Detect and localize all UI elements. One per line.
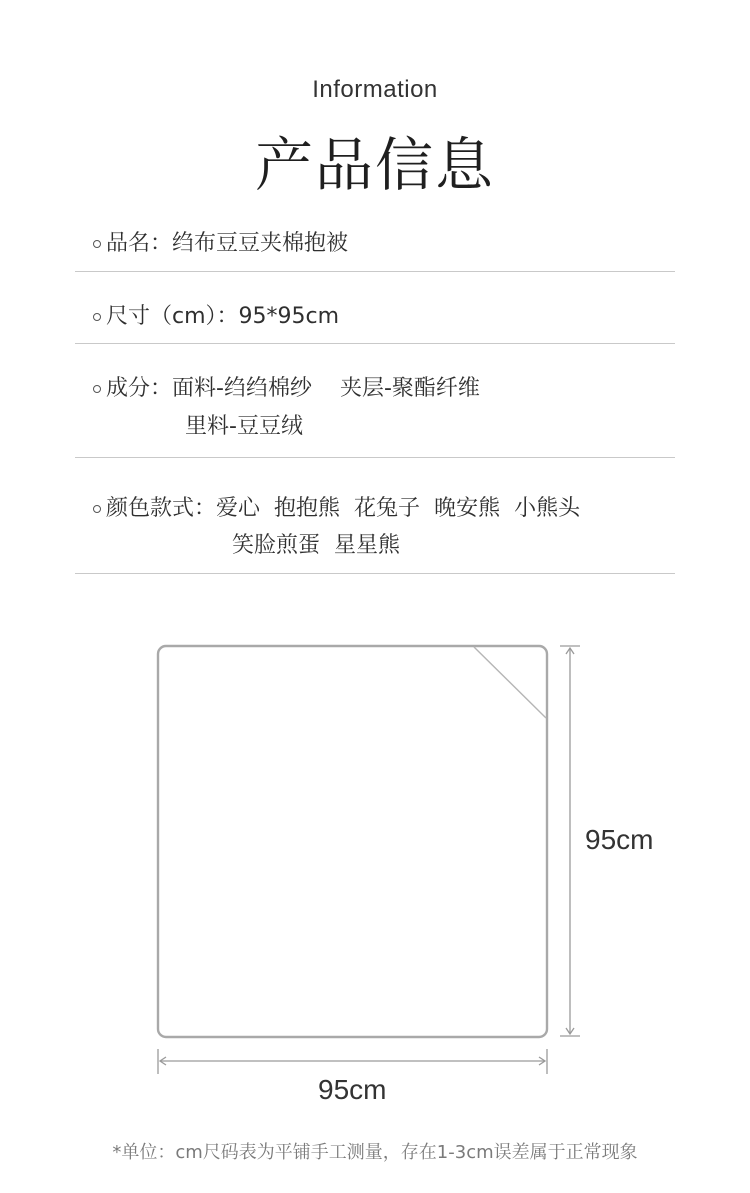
footnote: *单位：cm尺码表为平铺手工测量，存在1-3cm误差属于正常现象 xyxy=(112,1142,638,1163)
color-option: 花兔子 xyxy=(354,496,421,521)
composition-lining: 里料-豆豆绒 xyxy=(185,414,303,439)
color-option: 晚安熊 xyxy=(434,496,501,521)
height-label: 95cm xyxy=(585,824,654,855)
height-dimension xyxy=(560,646,580,1036)
width-label: 95cm xyxy=(318,1074,387,1105)
composition-filling: 夹层-聚酯纤维 xyxy=(339,376,480,401)
blanket-outline xyxy=(158,646,547,1037)
composition-face: 面料-绉绉棉纱 xyxy=(172,376,312,401)
color-option: 抱抱熊 xyxy=(274,496,341,521)
width-dimension xyxy=(158,1049,547,1074)
color-option: 小熊头 xyxy=(514,496,581,521)
colors-label: 颜色款式： xyxy=(106,496,217,521)
page-title: 产品信息 xyxy=(254,131,495,199)
color-option: 笑脸煎蛋 xyxy=(232,533,321,558)
blanket-fold-line xyxy=(474,647,546,718)
product-size-text: 尺寸（cm）：95*95cm xyxy=(106,304,340,329)
color-option: 星星熊 xyxy=(334,533,401,558)
color-option: 爱心 xyxy=(216,496,261,521)
info-subtitle: Information xyxy=(312,76,438,103)
product-name-text: 品名：绉布豆豆夹棉抱被 xyxy=(106,231,349,256)
composition-label: 成分： xyxy=(106,376,173,401)
